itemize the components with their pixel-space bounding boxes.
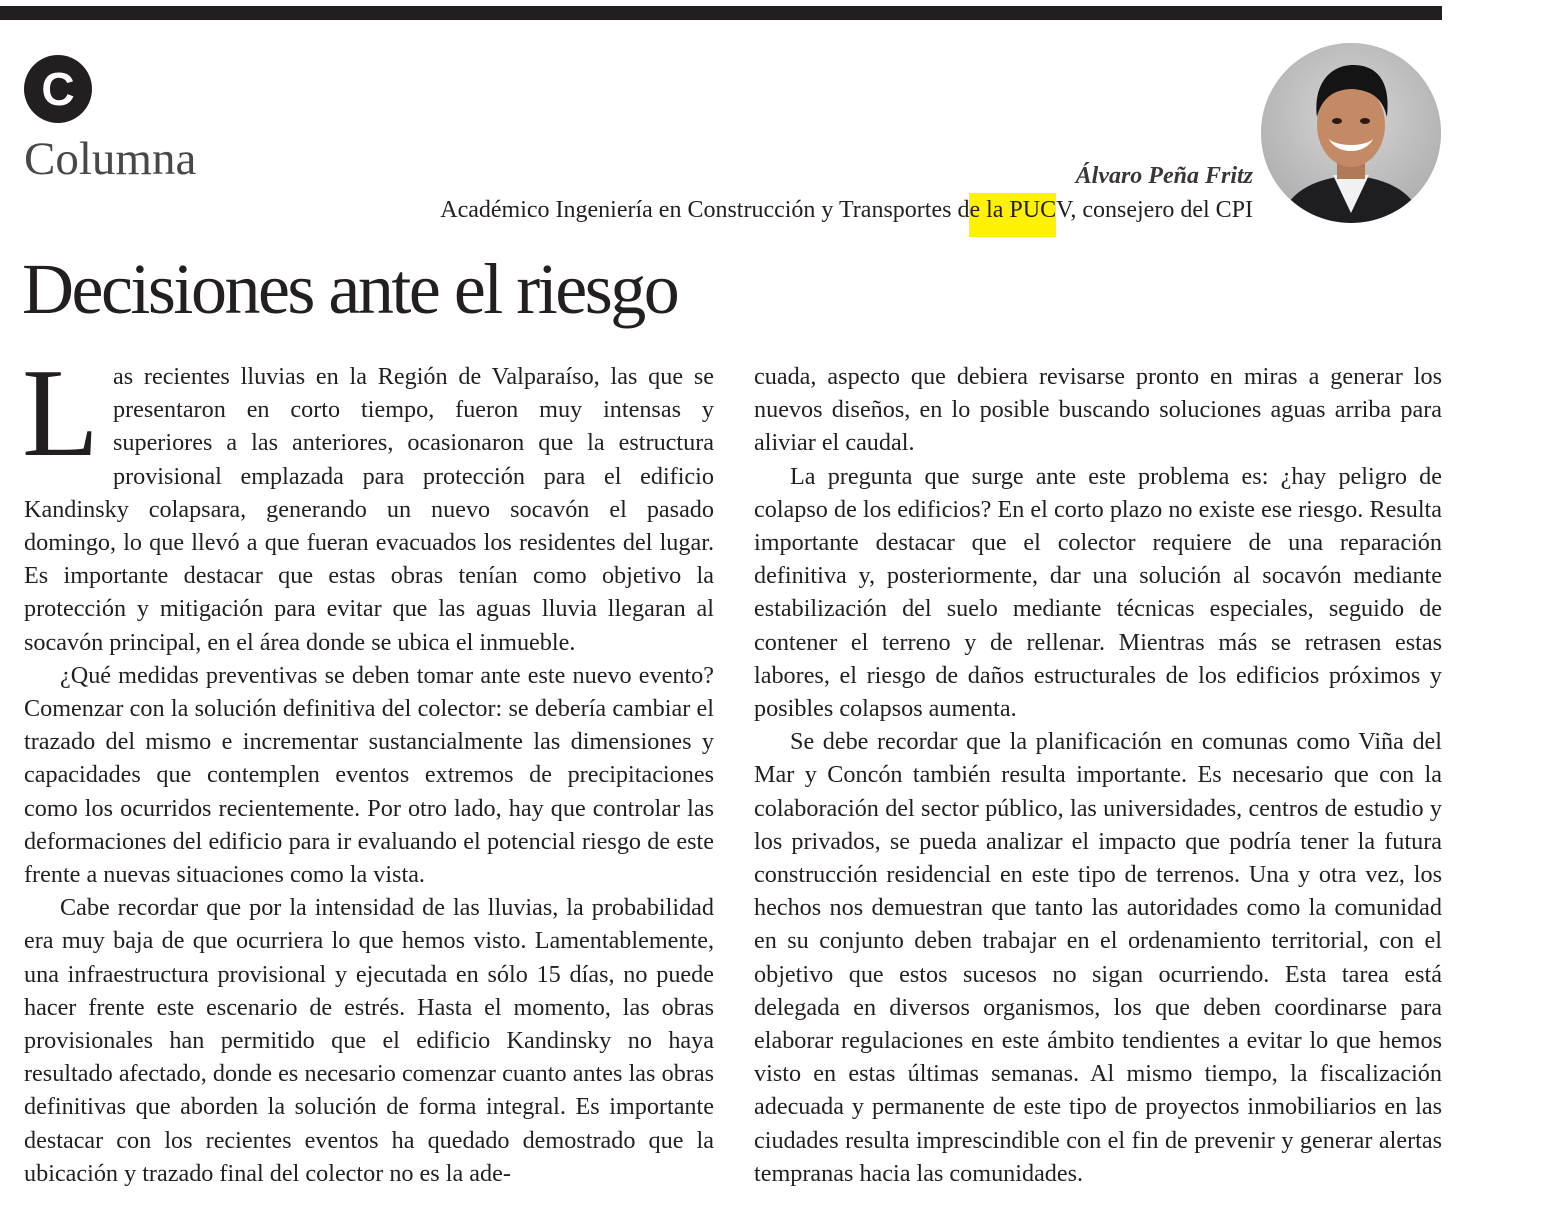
author-portrait <box>1261 43 1441 223</box>
paragraph: La pregunta que surge ante este problema es: ¿hay peligro de colapso de los edificios? En el corto plazo no existe ese riesgo. Resulta importante destacar que el colector requiere de una reparación definitiva y, posteriormente, dar una solución al socavón mediante estabilización del suelo mediante técnicas especiales, seguido de contener el terreno y de rellenar. Mientras más se retrasen estas labores, el riesgo de daños estructurales de los edificios próximos y posibles colapsos aumenta. <box>754 462 1442 723</box>
section-badge-letter: C <box>41 63 75 115</box>
paragraph <box>22 344 714 659</box>
body-column-left <box>22 344 714 1190</box>
section-badge <box>24 55 92 123</box>
author-role <box>440 197 1253 224</box>
author-role-end: V, consejero del CPI <box>1056 197 1253 223</box>
top-rule <box>0 6 1442 20</box>
author-role-highlight: e la PUC <box>969 193 1056 237</box>
author-role-start: Académico Ingeniería en Construcción y Transportes d <box>440 197 970 223</box>
paragraph: cuada, aspecto que debiera revisarse pronto en miras a generar los nuevos diseños, en lo posible buscando soluciones aguas arriba para aliviar el caudal. <box>754 363 1442 457</box>
body-column-right <box>754 360 1442 1190</box>
paragraph: ¿Qué medidas preventivas se deben tomar ante este nuevo evento? Comenzar con la solución definitiva del colector: se debería cambiar el trazado del mismo e incrementar sustancialmente las dimensiones y capacidades que contemplen eventos extremos de precipitaciones como los ocurridos recientemente. Por otro lado, hay que controlar las deformaciones del edificio para ir evaluando el potencial riesgo de este frente a nuevas situaciones como la vista. <box>24 661 714 889</box>
paragraph: Se debe recordar que la planificación en comunas como Viña del Mar y Concón también resulta importante. Es necesario que con la colaboración del sector público, las universidades, centros de estudio y los privados, se pueda analizar el impacto que podría tener la futura construcción residencial en este tipo de terrenos. Una y otra vez, los hechos nos demuestran que tanto las autoridades como la comunidad en su conjunto deben trabajar en el ordenamiento territorial, con el objetivo que estos sucesos no sigan ocurriendo. Esta tarea está delegada en diversos organismos, los que deben coordinarse para elaborar regulaciones en este ámbito tendientes a evitar lo que hemos visto en estas últimas semanas. Al mismo tiempo, la fiscalización adecuada y permanente de este tipo de proyectos inmobiliarios en las ciudades resulta imprescindible con el fin de prevenir y generar alertas tempranas hacia las comunidades. <box>754 728 1442 1187</box>
drop-cap: L <box>22 344 99 483</box>
headline: Decisiones ante el riesgo <box>22 249 678 329</box>
paragraph: Cabe recordar que por la intensidad de las lluvias, la probabilidad era muy baja de que ocurriera lo que hemos visto. Lamentablemente, una infraestructura provisional y ejecutada en sólo 15 días, no puede hacer frente este escenario de estrés. Hasta el momento, las obras provisionales han permitido que el edificio Kandinsky no haya resultado afectado, donde es necesario comenzar cuanto antes las obras definitivas que aborden la solución de forma integral. Es importante destacar con los recientes eventos ha quedado demostrado que la ubicación y trazado final del colector no es la ade- <box>24 894 714 1187</box>
author-portrait-image <box>1261 43 1441 223</box>
section-label: Columna <box>24 133 197 185</box>
author-name: Álvaro Peña Fritz <box>1075 163 1253 189</box>
paragraph-text: as recientes lluvias en la Región de Valparaíso, las que se presentaron en corto tiempo, fueron muy intensas y superiores a las anteriores, ocasionaron que la estructura provisional emplazada para protección para el edificio Kandinsky colapsara, generando un nuevo socavón el pasado domingo, lo que llevó a que fueran evacuados los residentes del lugar. Es importante destacar que estas obras tenían como objetivo la protección y mitigación para evitar que las aguas lluvia llegaran al socavón principal, en el área donde se ubica el inmueble. <box>24 363 714 656</box>
